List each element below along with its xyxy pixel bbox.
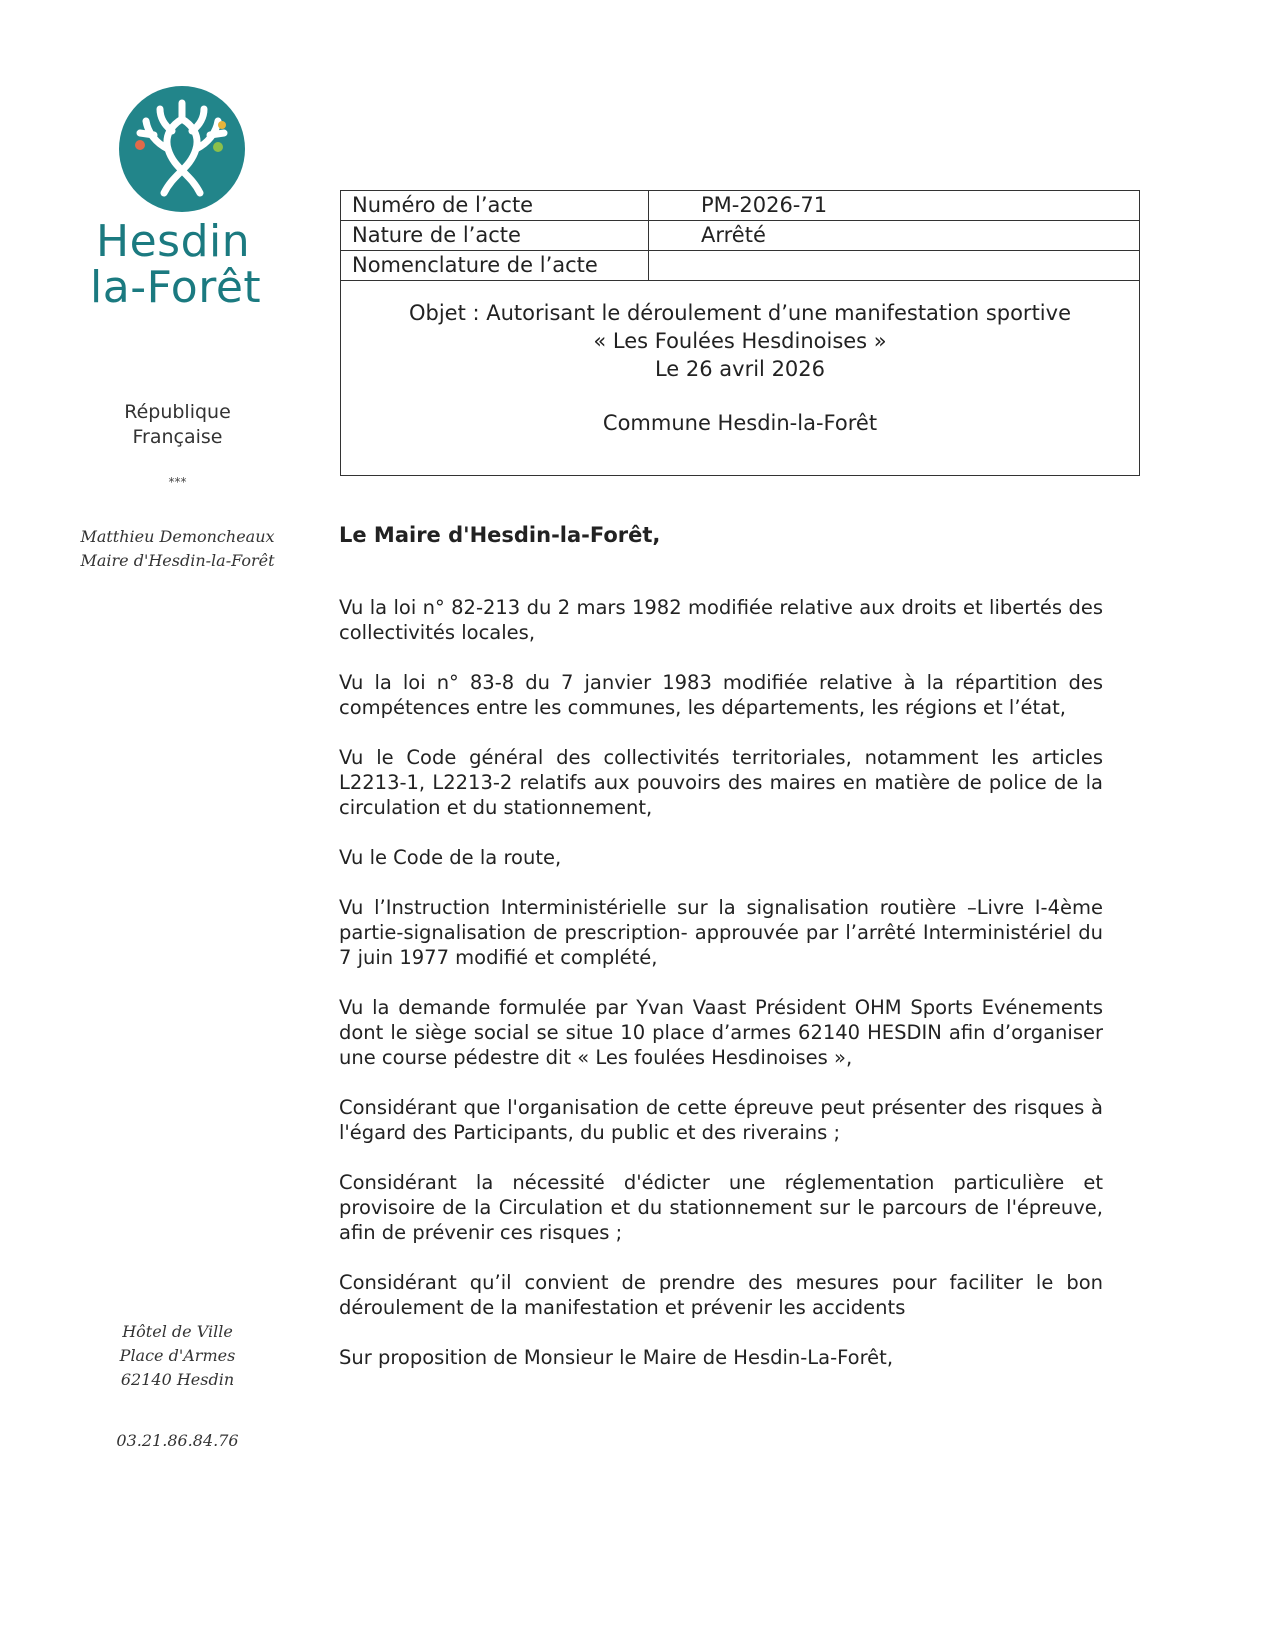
mayor-name: Matthieu Demoncheaux	[80, 527, 275, 546]
mayor-signature-block	[70, 525, 285, 573]
act-objet	[341, 281, 1139, 437]
objet-line2: « Les Foulées Hesdinoises »	[593, 329, 887, 353]
paragraph: Vu la loi n° 82-213 du 2 mars 1982 modifiée relative aux droits et libertés des collectivités locales,	[339, 596, 1103, 644]
act-row-nomenclature	[341, 251, 1139, 281]
address-line1: Hôtel de Ville	[122, 1322, 233, 1341]
address-block	[70, 1320, 285, 1392]
act-row-nature	[341, 221, 1139, 251]
paragraph: Vu le Code de la route,	[339, 846, 562, 869]
paragraph: Sur proposition de Monsieur le Maire de Hesdin-La-Forêt,	[339, 1346, 894, 1369]
paragraph: Vu le Code général des collectivités territoriales, notamment les articles L2213-1, L2213-2 relatifs aux pouvoirs des maires en matière de police de la circulation et du stationnement,	[339, 746, 1103, 819]
objet-line3: Le 26 avril 2026	[654, 357, 826, 381]
paragraph: Vu l’Instruction Interministérielle sur la signalisation routière –Livre I-4ème partie-signalisation de prescription- approuvée par l’arrêté Interministériel du 7 juin 1977 modifié et complété,	[339, 896, 1103, 969]
document-heading: Le Maire d'Hesdin-la-Forêt,	[339, 523, 661, 547]
paragraph: Considérant la nécessité d'édicter une réglementation particulière et provisoire de la Circulation et du stationnement sur le parcours de l'épreuve, afin de prévenir ces risques ;	[339, 1171, 1103, 1244]
republic-line2: Française	[132, 426, 223, 448]
act-label: Nature de l’acte	[341, 221, 649, 250]
logo-line2: la-Forêt	[90, 262, 262, 313]
act-info-box	[340, 190, 1140, 476]
commune-logo	[90, 85, 306, 313]
act-label: Numéro de l’acte	[341, 191, 649, 220]
republic-line1: République	[124, 401, 231, 423]
paragraph: Vu la loi n° 83-8 du 7 janvier 1983 modifiée relative à la répartition des compétences entre les communes, les départements, les régions et l’état,	[339, 671, 1103, 719]
logo-line1: Hesdin	[96, 216, 251, 267]
objet-commune: Commune Hesdin-la-Forêt	[602, 411, 878, 435]
considerations-list	[339, 595, 1103, 1370]
separator-stars: ***	[168, 475, 187, 489]
logo-wordmark	[90, 216, 306, 313]
paragraph: Considérant qu’il convient de prendre des mesures pour faciliter le bon déroulement de la manifestation et prévenir les accidents	[339, 1271, 1103, 1319]
tree-logo-icon	[118, 85, 246, 213]
act-row-numero	[341, 191, 1139, 221]
objet-line1: Objet : Autorisant le déroulement d’une manifestation sportive	[408, 301, 1071, 325]
paragraph: Vu la demande formulée par Yvan Vaast Président OHM Sports Evénements dont le siège social se situe 10 place d’armes 62140 HESDIN afin d’organiser une course pédestre dit « Les foulées Hesdinoises »,	[339, 996, 1103, 1069]
republic-label	[70, 400, 285, 450]
phone-number: 03.21.86.84.76	[116, 1431, 239, 1450]
document-body	[339, 523, 1103, 1395]
act-value: PM-2026-71	[701, 193, 828, 217]
address-line2: Place d'Armes	[119, 1346, 236, 1365]
act-value	[649, 251, 1139, 280]
mayor-title: Maire d'Hesdin-la-Forêt	[80, 551, 275, 570]
address-line3: 62140 Hesdin	[120, 1370, 235, 1389]
act-value: Arrêté	[701, 223, 766, 247]
act-label: Nomenclature de l’acte	[341, 251, 649, 280]
paragraph: Considérant que l'organisation de cette épreuve peut présenter des risques à l'égard des Participants, du public et des riverains ;	[339, 1096, 1103, 1144]
